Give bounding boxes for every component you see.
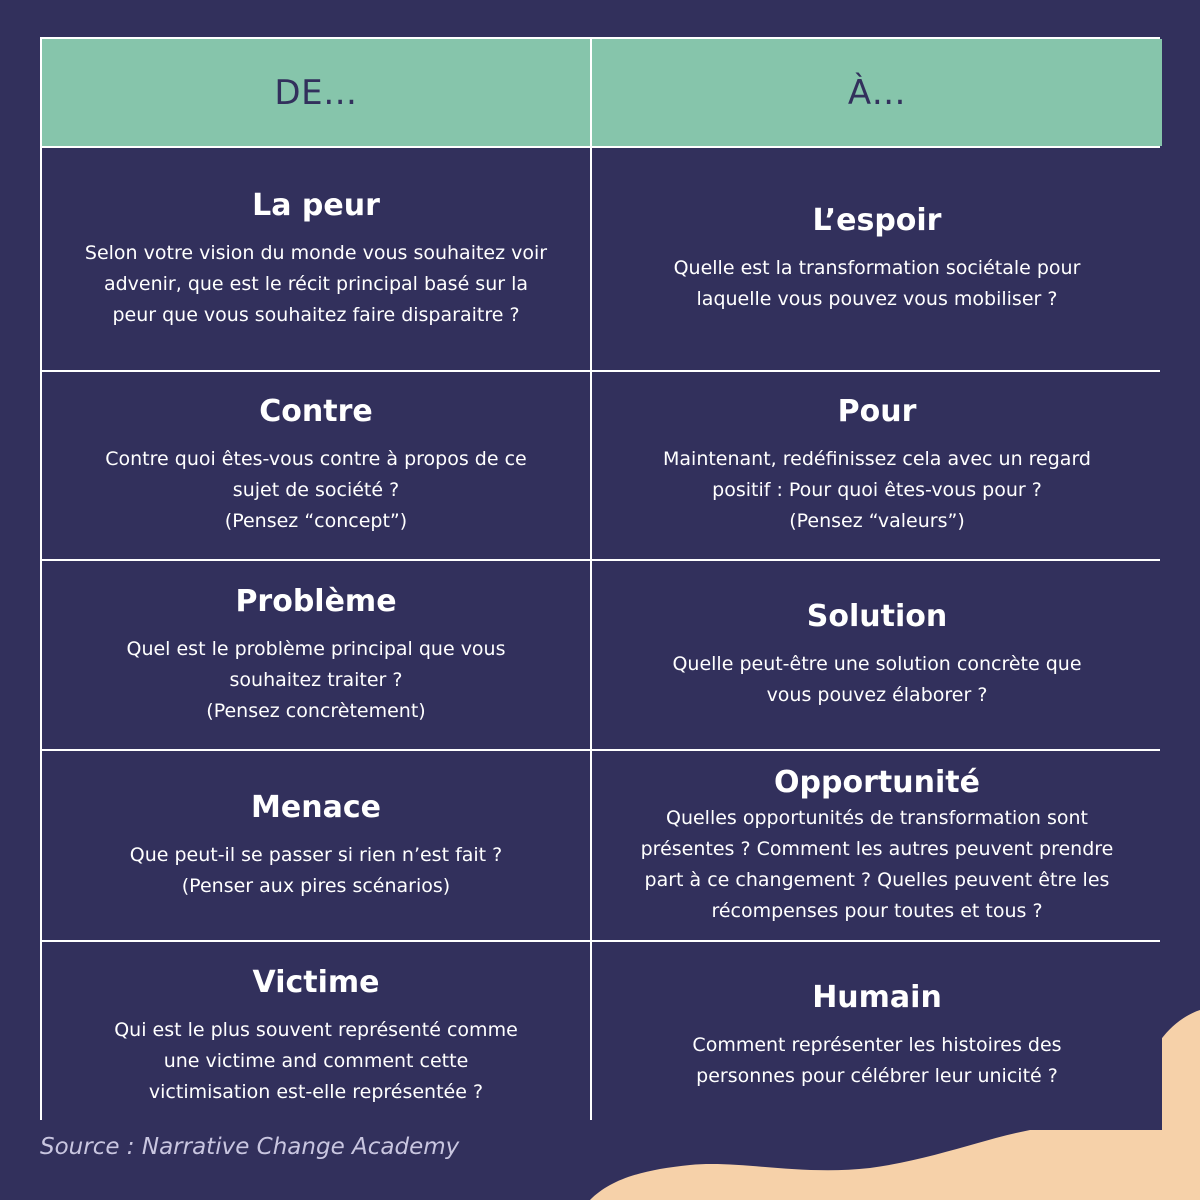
comparison-table xyxy=(40,37,1160,1120)
cell-text: Contre quoi êtes-vous contre à propos de ce sujet de société ? (Pensez “concept”) xyxy=(105,448,527,532)
cell-title: Pour xyxy=(837,394,917,429)
cell-contre xyxy=(42,372,590,559)
cell-solution xyxy=(592,561,1162,749)
cell-text: Qui est le plus souvent représenté comme une victime and comment cette victimisation est-elle représentée ? xyxy=(114,1018,518,1103)
cell-title: Menace xyxy=(251,789,381,825)
cell-text: Comment représenter les histoires des personnes pour célébrer leur unicité ? xyxy=(692,1034,1062,1087)
cell-title: L’espoir xyxy=(812,203,942,238)
header-from: DE… xyxy=(42,39,590,146)
cell-title: Victime xyxy=(252,964,380,1000)
cell-title: Problème xyxy=(235,583,397,619)
cell-text: Selon votre vision du monde vous souhaitez voir advenir, que est le récit principal basé sur la peur que vous souhaitez faire disparaitre ? xyxy=(84,241,548,326)
cell-la-peur xyxy=(42,148,590,370)
cell-espoir xyxy=(592,148,1162,370)
cell-text: Maintenant, redéfinissez cela avec un regard positif : Pour quoi êtes-vous pour ? (Pensez “valeurs”) xyxy=(663,448,1091,532)
cell-text: Quel est le problème principal que vous souhaitez traiter ? (Pensez concrètement) xyxy=(126,637,506,722)
cell-pour xyxy=(592,372,1162,559)
cell-victime xyxy=(42,942,590,1130)
cell-text: Que peut-il se passer si rien n’est fait ? (Penser aux pires scénarios) xyxy=(129,843,503,897)
header-to: À… xyxy=(592,39,1162,146)
cell-title: Humain xyxy=(812,980,942,1015)
cell-humain xyxy=(592,942,1162,1130)
cell-text: Quelle est la transformation sociétale pour laquelle vous pouvez vous mobiliser ? xyxy=(673,257,1081,310)
cell-title: Contre xyxy=(259,394,373,429)
cell-menace xyxy=(42,751,590,940)
source-credit: Source : Narrative Change Academy xyxy=(40,1134,460,1160)
cell-text: Quelles opportunités de transformation sont présentes ? Comment les autres peuvent prendre part à ce changement ? Quelles peuvent être les récompenses pour toutes et tous ? xyxy=(640,806,1114,922)
cell-title: Opportunité xyxy=(774,764,980,800)
cell-text: Quelle peut-être une solution concrète que vous pouvez élaborer ? xyxy=(672,653,1082,706)
cell-title: La peur xyxy=(252,187,380,223)
cell-title: Solution xyxy=(806,599,948,634)
cell-opportunite xyxy=(592,751,1162,940)
cell-probleme xyxy=(42,561,590,749)
